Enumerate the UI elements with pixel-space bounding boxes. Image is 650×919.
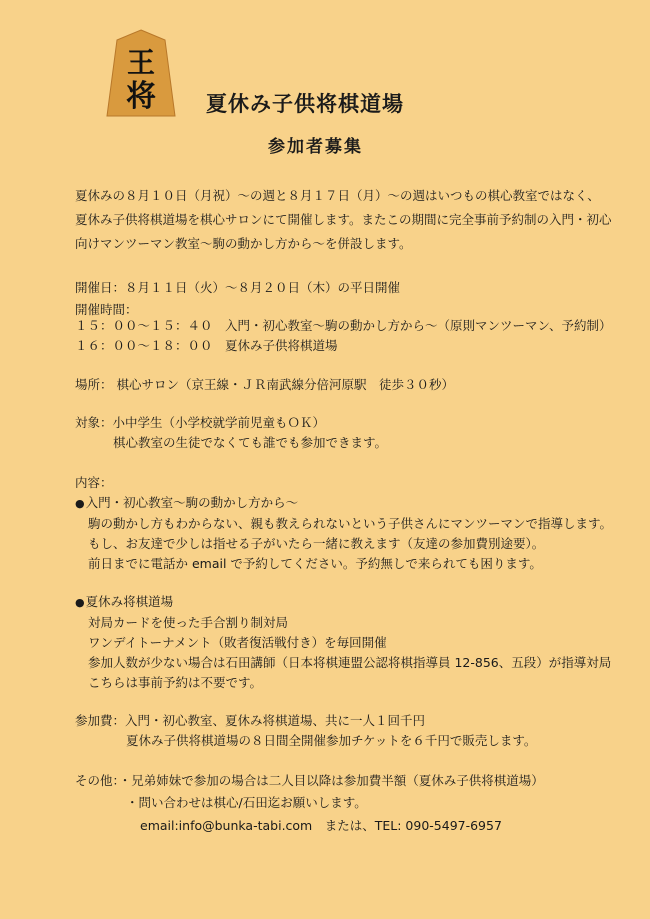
other-line-1: その他：・兄弟姉妹で参加の場合は二人目以降は参加費半額（夏休み子供将棋道場） <box>75 773 544 788</box>
page-subtitle: 参加者募集 <box>268 137 363 157</box>
intro-line-2: 夏休み子供将棋道場を棋心サロンにて開催します。またこの期間に完全事前予約制の入門・初心 <box>75 212 612 227</box>
section2-line-1: 対局カードを使った手合割り制対局 <box>88 615 289 630</box>
logo-char-bottom: 将 <box>126 79 156 114</box>
hours-line-2: １６：００～１８：００ 夏休み子供将棋道場 <box>75 338 338 353</box>
other-line-2: ・問い合わせは棋心/石田迄お願いします。 <box>126 795 367 810</box>
target-line-1: 対象：小中学生（小学校就学前児童もＯＫ） <box>75 415 326 430</box>
section2-heading: 夏休み将棋道場 <box>85 594 174 609</box>
bullet-icon: ● <box>75 596 85 609</box>
fee-line-2: 夏休み子供将棋道場の８日間全開催参加チケットを６千円で販売します。 <box>126 733 537 748</box>
hours-line-1: １５：００～１５：４０ 入門・初心教室～駒の動かし方から～（原則マンツーマン、予約制） <box>75 318 612 333</box>
section1-heading: 入門・初心教室～駒の動かし方から～ <box>85 495 299 510</box>
fee-line-1: 参加費：入門・初心教室、夏休み将棋道場、共に一人１回千円 <box>75 713 426 728</box>
section2-heading-row <box>75 594 173 611</box>
page-title: 夏休み子供将棋道場 <box>206 92 404 116</box>
contact-info: email:info@bunka-tabi.com または、TEL: 090-5497-6957 <box>140 818 502 833</box>
section2-line-4: こちらは事前予約は不要です。 <box>88 675 263 690</box>
bullet-icon: ● <box>75 497 85 510</box>
section1-heading-row <box>75 495 298 512</box>
event-dates: 開催日：８月１１日（火）～８月２０日（木）の平日開催 <box>75 280 401 295</box>
intro-line-3: 向けマンツーマン教室～駒の動かし方から～を併設します。 <box>75 236 412 251</box>
shogi-piece-icon <box>105 28 177 118</box>
logo-char-top: 王 <box>126 46 156 79</box>
section1-line-1: 駒の動かし方もわからない、親も教えられないという子供さんにマンツーマンで指導します。 <box>88 516 613 531</box>
section1-line-3: 前日までに電話か email で予約してください。予約無しで来られても困ります。 <box>88 556 542 571</box>
hours-label: 開催時間： <box>75 302 138 317</box>
event-place: 場所： 棋心サロン（京王線・ＪＲ南武線分倍河原駅 徒歩３０秒） <box>75 377 454 392</box>
section2-line-3: 参加人数が少ない場合は石田講師（日本将棋連盟公認将棋指導員 12-856、五段）が指導対局 <box>88 655 612 670</box>
target-line-2: 棋心教室の生徒でなくても誰でも参加できます。 <box>113 435 388 450</box>
section1-line-2: もし、お友達で少しは指せる子がいたら一緒に教えます（友達の参加費別途要）。 <box>88 536 545 551</box>
section2-line-2: ワンデイトーナメント（敗者復活戦付き）を毎回開催 <box>88 635 387 650</box>
intro-line-1: 夏休みの８月１０日（月祝）～の週と８月１７日（月）～の週はいつもの棋心教室ではなく、 <box>75 188 600 203</box>
content-label: 内容： <box>75 475 113 490</box>
